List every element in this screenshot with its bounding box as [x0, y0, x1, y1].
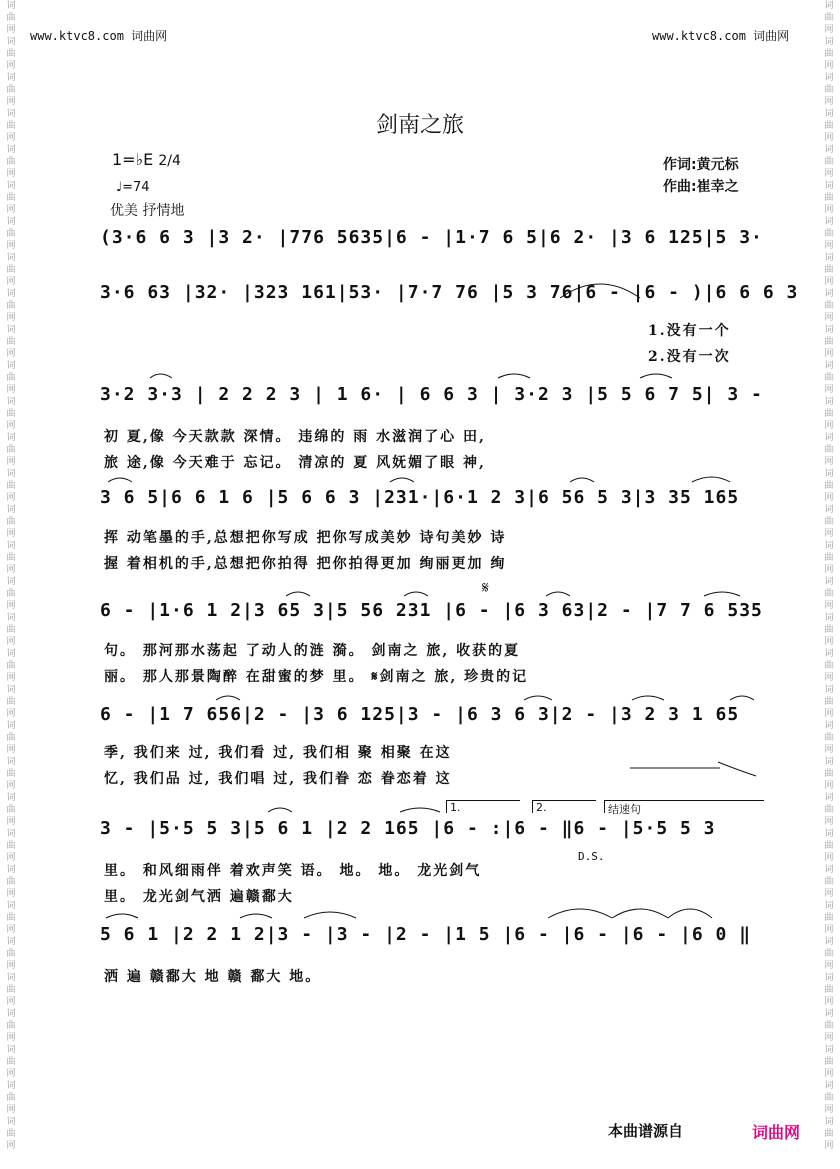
watermark-char: 曲 — [824, 589, 834, 599]
ds-mark: D.S. — [578, 850, 605, 863]
watermark-char: 词 — [824, 649, 834, 659]
watermark-char: 网 — [824, 817, 834, 827]
watermark-char: 网 — [824, 1141, 834, 1151]
lyric-line: 挥 动笔墨的手,总想把你写成 把你写成美妙 诗句美妙 诗 — [104, 530, 507, 546]
watermark-char: 曲 — [6, 337, 16, 347]
watermark-char: 词 — [824, 361, 834, 371]
watermark-char: 曲 — [824, 1057, 834, 1067]
watermark-char: 曲 — [824, 445, 834, 455]
watermark-char: 网 — [824, 97, 834, 107]
watermark-char: 词 — [6, 361, 16, 371]
watermark-char: 曲 — [6, 373, 16, 383]
watermark-char: 词 — [824, 469, 834, 479]
lyricist-credit: 作词:黄元标 — [663, 157, 739, 173]
watermark-char: 词 — [824, 937, 834, 947]
watermark-char: 网 — [824, 673, 834, 683]
watermark-char: 曲 — [824, 877, 834, 887]
watermark-char: 词 — [6, 37, 16, 47]
watermark-char: 网 — [6, 745, 16, 755]
watermark-char: 曲 — [824, 1093, 834, 1103]
watermark-char: 词 — [6, 541, 16, 551]
watermark-char: 词 — [824, 541, 834, 551]
watermark-char: 曲 — [6, 1093, 16, 1103]
watermark-char: 曲 — [6, 517, 16, 527]
watermark-char: 词 — [824, 37, 834, 47]
tempo-mark: ♩=74 — [116, 180, 150, 195]
lyric-line: 握 着相机的手,总想把你拍得 把你拍得更加 绚丽更加 绚 — [104, 556, 507, 572]
watermark-char: 曲 — [6, 1057, 16, 1067]
watermark-char: 曲 — [824, 517, 834, 527]
watermark-char: 网 — [824, 709, 834, 719]
watermark-char: 词 — [6, 865, 16, 875]
watermark-char: 词 — [6, 73, 16, 83]
watermark-char: 词 — [824, 433, 834, 443]
watermark-char: 词 — [6, 289, 16, 299]
watermark-char: 曲 — [6, 445, 16, 455]
watermark-char: 词 — [6, 721, 16, 731]
site-header-left[interactable]: www.ktvc8.com 词曲网 — [30, 29, 168, 43]
watermark-char: 网 — [824, 25, 834, 35]
watermark-char: 网 — [6, 601, 16, 611]
watermark-char: 词 — [6, 145, 16, 155]
watermark-char: 词 — [824, 865, 834, 875]
watermark-char: 网 — [824, 205, 834, 215]
watermark-char: 词 — [6, 829, 16, 839]
watermark-char: 曲 — [824, 481, 834, 491]
watermark-char: 网 — [6, 421, 16, 431]
watermark-char: 词 — [824, 505, 834, 515]
watermark-char: 网 — [6, 169, 16, 179]
watermark-char: 词 — [824, 253, 834, 263]
watermark-char: 词 — [824, 217, 834, 227]
expression-mark: 优美 抒情地 — [110, 203, 185, 219]
watermark-char: 网 — [6, 961, 16, 971]
watermark-char: 曲 — [6, 1129, 16, 1139]
watermark-char: 词 — [824, 901, 834, 911]
lyric-line: 句。 那河那水荡起 了动人的涟 漪。 剑南之 旅, 收获的夏 — [104, 643, 521, 659]
watermark-char: 网 — [6, 205, 16, 215]
watermark-char: 网 — [824, 313, 834, 323]
watermark-char: 曲 — [6, 1021, 16, 1031]
watermark-char: 曲 — [824, 301, 834, 311]
lyric-line: 旅 途,像 今天难于 忘记。 清凉的 夏 风妩媚了眼 神, — [104, 455, 486, 471]
watermark-char: 曲 — [824, 697, 834, 707]
composer-credit: 作曲:崔幸之 — [663, 179, 739, 195]
watermark-char: 网 — [824, 421, 834, 431]
watermark-char: 网 — [824, 241, 834, 251]
watermark-char: 词 — [824, 577, 834, 587]
watermark-char: 曲 — [6, 805, 16, 815]
watermark-char: 曲 — [6, 193, 16, 203]
watermark-char: 词 — [6, 793, 16, 803]
watermark-char: 曲 — [6, 625, 16, 635]
watermark-char: 曲 — [6, 409, 16, 419]
watermark-char: 曲 — [6, 769, 16, 779]
watermark-char: 网 — [6, 493, 16, 503]
watermark-char: 词 — [824, 289, 834, 299]
watermark-char: 词 — [6, 973, 16, 983]
watermark-char: 网 — [824, 457, 834, 467]
watermark-char: 曲 — [6, 697, 16, 707]
watermark-char: 词 — [824, 145, 834, 155]
watermark-char: 词 — [824, 1081, 834, 1091]
watermark-char: 曲 — [6, 985, 16, 995]
watermark-char: 网 — [824, 1033, 834, 1043]
watermark-char: 曲 — [824, 733, 834, 743]
brand-logo[interactable]: 词曲网 — [752, 1123, 801, 1142]
watermark-char: 曲 — [824, 625, 834, 635]
watermark-char: 词 — [6, 109, 16, 119]
watermark-char: 网 — [824, 997, 834, 1007]
score-line-4: 3 6 5|6 6 1 6 |5 6 6 3 |231·|6·1 2 3|6 56 5 3|3 35 165 — [100, 487, 740, 508]
watermark-char: 网 — [6, 1105, 16, 1115]
watermark-char: 词 — [824, 1009, 834, 1019]
watermark-char: 网 — [6, 97, 16, 107]
watermark-char: 词 — [6, 685, 16, 695]
watermark-char: 网 — [6, 349, 16, 359]
watermark-char: 词 — [824, 721, 834, 731]
watermark-char: 曲 — [6, 229, 16, 239]
lyric-line: 里。 和风细雨伴 着欢声笑 语。 地。 地。 龙光剑气 — [104, 863, 482, 879]
watermark-char: 词 — [824, 1117, 834, 1127]
watermark-char: 网 — [6, 277, 16, 287]
watermark-char: 网 — [6, 781, 16, 791]
watermark-char: 网 — [6, 25, 16, 35]
watermark-char: 词 — [824, 73, 834, 83]
watermark-char: 曲 — [6, 553, 16, 563]
watermark-char: 词 — [6, 505, 16, 515]
watermark-char: 网 — [824, 1105, 834, 1115]
watermark-char: 曲 — [6, 913, 16, 923]
verse-marker-1: 1.没有一个 — [648, 323, 731, 339]
source-label: 本曲谱源自 — [608, 1122, 684, 1140]
watermark-char: 曲 — [6, 49, 16, 59]
watermark-char: 网 — [824, 925, 834, 935]
score-line-3: 3·2 3·3 | 2 2 2 3 | 1 6· | 6 6 3 | 3·2 3 |5 5 6 7 5| 3 - — [100, 384, 763, 405]
watermark-char: 词 — [6, 757, 16, 767]
segno-mark: 𝄋 — [482, 578, 489, 597]
watermark-char: 网 — [824, 1069, 834, 1079]
watermark-char: 词 — [6, 1117, 16, 1127]
watermark-char: 网 — [824, 961, 834, 971]
watermark-char: 曲 — [824, 229, 834, 239]
watermark-char: 曲 — [6, 301, 16, 311]
watermark-char: 网 — [824, 133, 834, 143]
time-signature: 2/4 — [158, 153, 181, 169]
watermark-char: 网 — [6, 385, 16, 395]
watermark-char: 词 — [6, 649, 16, 659]
key-label: 1=♭E — [112, 150, 154, 169]
watermark-char: 网 — [6, 673, 16, 683]
score-line-7: 3 - |5·5 5 3|5 6 1 |2 2 165 |6 - :|6 - ‖6 - |5·5 5 3 — [100, 818, 716, 839]
watermark-char: 网 — [6, 925, 16, 935]
watermark-char: 曲 — [824, 661, 834, 671]
watermark-char: 词 — [6, 901, 16, 911]
watermark-char: 曲 — [6, 85, 16, 95]
watermark-char: 网 — [824, 277, 834, 287]
lyric-line: 季, 我们来 过, 我们看 过, 我们相 聚 相聚 在这 — [104, 745, 452, 761]
watermark-char: 曲 — [824, 985, 834, 995]
watermark-char: 曲 — [824, 913, 834, 923]
watermark-char: 词 — [6, 937, 16, 947]
watermark-char: 曲 — [824, 49, 834, 59]
score-line-6: 6 - |1 7 656|2 - |3 6 125|3 - |6 3 6 3|2 - |3 2 3 1 65 — [100, 704, 740, 725]
watermark-char: 网 — [6, 709, 16, 719]
watermark-char: 词 — [6, 433, 16, 443]
watermark-char: 网 — [6, 853, 16, 863]
score-line-5: 6 - |1·6 1 2|3 65 3|5 56 231 |6 - |6 3 63|2 - |7 7 6 535 — [100, 600, 763, 621]
watermark-char: 曲 — [6, 733, 16, 743]
watermark-char: 词 — [6, 397, 16, 407]
lyric-line: 初 夏,像 今天款款 深情。 违绵的 雨 水滋润了心 田, — [104, 429, 486, 445]
watermark-char: 曲 — [824, 121, 834, 131]
watermark-char: 网 — [824, 349, 834, 359]
watermark-char: 词 — [6, 613, 16, 623]
watermark-char: 网 — [824, 61, 834, 71]
watermark-char: 词 — [824, 325, 834, 335]
watermark-char: 词 — [6, 1081, 16, 1091]
watermark-char: 词 — [6, 1, 16, 11]
lyric-line: 里。 龙光剑气洒 遍赣鄱大 — [104, 889, 294, 905]
watermark-char: 曲 — [824, 949, 834, 959]
watermark-char: 词 — [824, 1, 834, 11]
watermark-char: 网 — [6, 817, 16, 827]
watermark-char: 曲 — [824, 1129, 834, 1139]
watermark-char: 网 — [824, 781, 834, 791]
watermark-char: 曲 — [6, 661, 16, 671]
site-header-right[interactable]: www.ktvc8.com 词曲网 — [652, 29, 790, 43]
watermark-char: 网 — [6, 241, 16, 251]
watermark-char: 网 — [6, 61, 16, 71]
watermark-char: 网 — [6, 1033, 16, 1043]
watermark-char: 曲 — [6, 589, 16, 599]
watermark-char: 曲 — [824, 1021, 834, 1031]
volta-2: 2. — [532, 800, 596, 813]
watermark-char: 词 — [6, 1045, 16, 1055]
watermark-char: 词 — [6, 577, 16, 587]
score-line-8: 5 6 1 |2 2 1 2|3 - |3 - |2 - |1 5 |6 - |6 - |6 - |6 0 ‖ — [100, 924, 752, 945]
watermark-char: 曲 — [6, 265, 16, 275]
watermark-char: 曲 — [6, 157, 16, 167]
watermark-char: 词 — [824, 793, 834, 803]
watermark-char: 曲 — [6, 949, 16, 959]
watermark-char: 词 — [824, 397, 834, 407]
watermark-char: 曲 — [6, 13, 16, 23]
watermark-char: 曲 — [824, 841, 834, 851]
watermark-char: 网 — [824, 169, 834, 179]
watermark-char: 曲 — [6, 877, 16, 887]
watermark-char: 曲 — [824, 193, 834, 203]
watermark-char: 网 — [824, 565, 834, 575]
watermark-char: 曲 — [824, 85, 834, 95]
verse-marker-2: 2.没有一次 — [648, 349, 731, 365]
watermark-char: 网 — [6, 133, 16, 143]
watermark-char: 词 — [824, 109, 834, 119]
watermark-char: 曲 — [6, 481, 16, 491]
watermark-char: 词 — [6, 181, 16, 191]
song-title: 剑南之旅 — [375, 113, 464, 138]
score-line-1: (3·6 6 3 |3 2· |776 5635|6 - |1·7 6 5|6 2· |3 6 125|5 3· — [100, 227, 763, 248]
watermark-char: 曲 — [824, 157, 834, 167]
watermark-char: 网 — [824, 601, 834, 611]
watermark-char: 词 — [824, 1045, 834, 1055]
watermark-char: 曲 — [824, 265, 834, 275]
lyric-line: 忆, 我们品 过, 我们唱 过, 我们眷 恋 眷恋着 这 — [104, 771, 452, 787]
watermark-char: 词 — [6, 217, 16, 227]
watermark-char: 网 — [6, 1141, 16, 1151]
watermark-char: 网 — [6, 457, 16, 467]
watermark-char: 网 — [6, 889, 16, 899]
watermark-char: 词 — [824, 685, 834, 695]
watermark-char: 词 — [6, 325, 16, 335]
watermark-char: 网 — [824, 529, 834, 539]
watermark-char: 网 — [824, 745, 834, 755]
watermark-char: 词 — [824, 181, 834, 191]
lyric-line: 洒 遍 赣鄱大 地 赣 鄱大 地。 — [104, 969, 322, 985]
coda-bracket: 结速句 — [604, 800, 764, 813]
watermark-char: 网 — [824, 889, 834, 899]
watermark-char: 曲 — [6, 841, 16, 851]
watermark-char: 词 — [824, 973, 834, 983]
watermark-char: 网 — [6, 1069, 16, 1079]
watermark-char: 词 — [6, 469, 16, 479]
watermark-char: 曲 — [6, 121, 16, 131]
watermark-char: 曲 — [824, 805, 834, 815]
watermark-char: 曲 — [824, 553, 834, 563]
watermark-char: 曲 — [824, 373, 834, 383]
watermark-char: 网 — [6, 313, 16, 323]
watermark-char: 网 — [6, 529, 16, 539]
volta-1: 1. — [446, 800, 520, 813]
watermark-char: 曲 — [824, 337, 834, 347]
watermark-char: 网 — [6, 565, 16, 575]
watermark-char: 网 — [824, 853, 834, 863]
watermark-char: 词 — [6, 1009, 16, 1019]
watermark-char: 网 — [6, 997, 16, 1007]
watermark-char: 曲 — [824, 769, 834, 779]
score-line-2: 3·6 63 |32· |323 161|53· |7·7 76 |5 3 76|6 - |6 - )|6 6 6 3 — [100, 282, 799, 303]
watermark-char: 网 — [824, 493, 834, 503]
watermark-char: 词 — [6, 253, 16, 263]
watermark-char: 词 — [824, 613, 834, 623]
watermark-char: 曲 — [824, 13, 834, 23]
watermark-char: 词 — [824, 829, 834, 839]
watermark-char: 网 — [824, 385, 834, 395]
watermark-char: 网 — [824, 637, 834, 647]
watermark-char: 网 — [6, 637, 16, 647]
watermark-char: 曲 — [824, 409, 834, 419]
lyric-line: 丽。 那人那景陶醉 在甜蜜的梦 里。 𝄋剑南之 旅, 珍贵的记 — [104, 669, 529, 685]
watermark-char: 词 — [824, 757, 834, 767]
